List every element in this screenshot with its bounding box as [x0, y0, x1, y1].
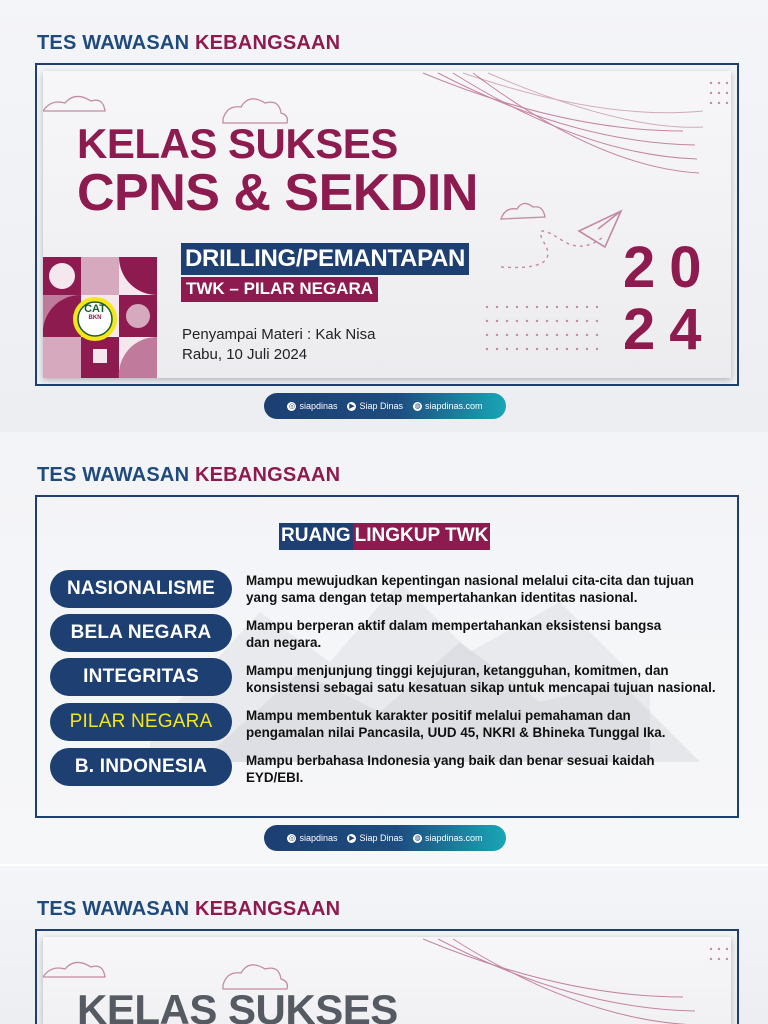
dot-grid [483, 303, 623, 373]
slide-cover [0, 0, 768, 432]
desc-b-indonesia: Mampu berbahasa Indonesia yang baik dan benar sesuai kaidah EYD/EBI. [246, 753, 655, 785]
youtube-icon: ▶ [349, 403, 355, 410]
pill-b-indonesia: B. INDONESIA [50, 748, 232, 786]
pill-nasionalisme: NASIONALISME [50, 570, 232, 608]
pill-pilar-negara: PILAR NEGARA [50, 703, 232, 741]
desc-pilar-negara: Mampu membentuk karakter positif melalui pemahaman dan pengamalan nilai Pancasila, UUD 45, NKRI & Bhineka Tunggal Ika. [246, 708, 666, 740]
cover-title-line1: KELAS SUKSES [77, 986, 398, 1024]
section-title: TES WAWASAN KEBANGSAAN [37, 32, 341, 54]
presenter-info: Penyampai Materi : Kak Nisa Rabu, 10 Juli 2024 [182, 326, 376, 363]
desc-integritas: Mampu menjunjung tinggi kejujuran, ketangguhan, komitmen, dan konsistensi sebagai satu kesatuan sikap untuk mencapai tujuan nasional. [246, 663, 716, 695]
cover-title-line1: KELAS SUKSES [77, 120, 398, 167]
globe-icon: ◍ [414, 835, 421, 842]
globe-icon: ◍ [414, 403, 421, 410]
youtube-icon: ▶ [349, 835, 355, 842]
instagram-icon: ◎ [288, 403, 295, 410]
social-youtube[interactable]: ▶ Siap Dinas [349, 401, 404, 411]
drilling-label: DRILLING/PEMANTAPAN [181, 243, 469, 275]
social-bar [264, 393, 506, 419]
cover-card [43, 937, 731, 1024]
cat-bkn-logo: CAT BKN [84, 303, 106, 321]
social-bar [264, 825, 506, 851]
social-instagram[interactable]: ◎ siapdinas [288, 833, 338, 843]
cover-card [43, 71, 731, 378]
section-title: TES WAWASAN KEBANGSAAN [37, 464, 341, 486]
social-web[interactable]: ◍ siapdinas.com [414, 401, 483, 411]
social-web[interactable]: ◍ siapdinas.com [414, 833, 483, 843]
topic-label: TWK – PILAR NEGARA [181, 277, 378, 302]
desc-nasionalisme: Mampu mewujudkan kepentingan nasional melalui cita-cita dan tujuan yang sama dengan tetap mempertahankan identitas nasional. [246, 573, 694, 605]
desc-bela-negara: Mampu berperan aktif dalam mempertahankan eksistensi bangsa dan negara. [246, 618, 662, 650]
social-instagram[interactable]: ◎ siapdinas [288, 401, 338, 411]
instagram-icon: ◎ [288, 835, 295, 842]
pill-bela-negara: BELA NEGARA [50, 614, 232, 652]
social-youtube[interactable]: ▶ Siap Dinas [349, 833, 404, 843]
cover-frame [35, 929, 739, 1024]
section-title: TES WAWASAN KEBANGSAAN [37, 898, 341, 920]
year-bottom: 24 [623, 297, 716, 362]
year-top: 20 [623, 235, 716, 300]
cover-frame [35, 63, 739, 386]
pill-integritas: INTEGRITAS [50, 658, 232, 696]
cover-title-line2: CPNS & SEKDIN [77, 164, 478, 222]
slide-cover-repeat [0, 866, 768, 1024]
scope-title: RUANG LINGKUP TWK [279, 523, 490, 550]
